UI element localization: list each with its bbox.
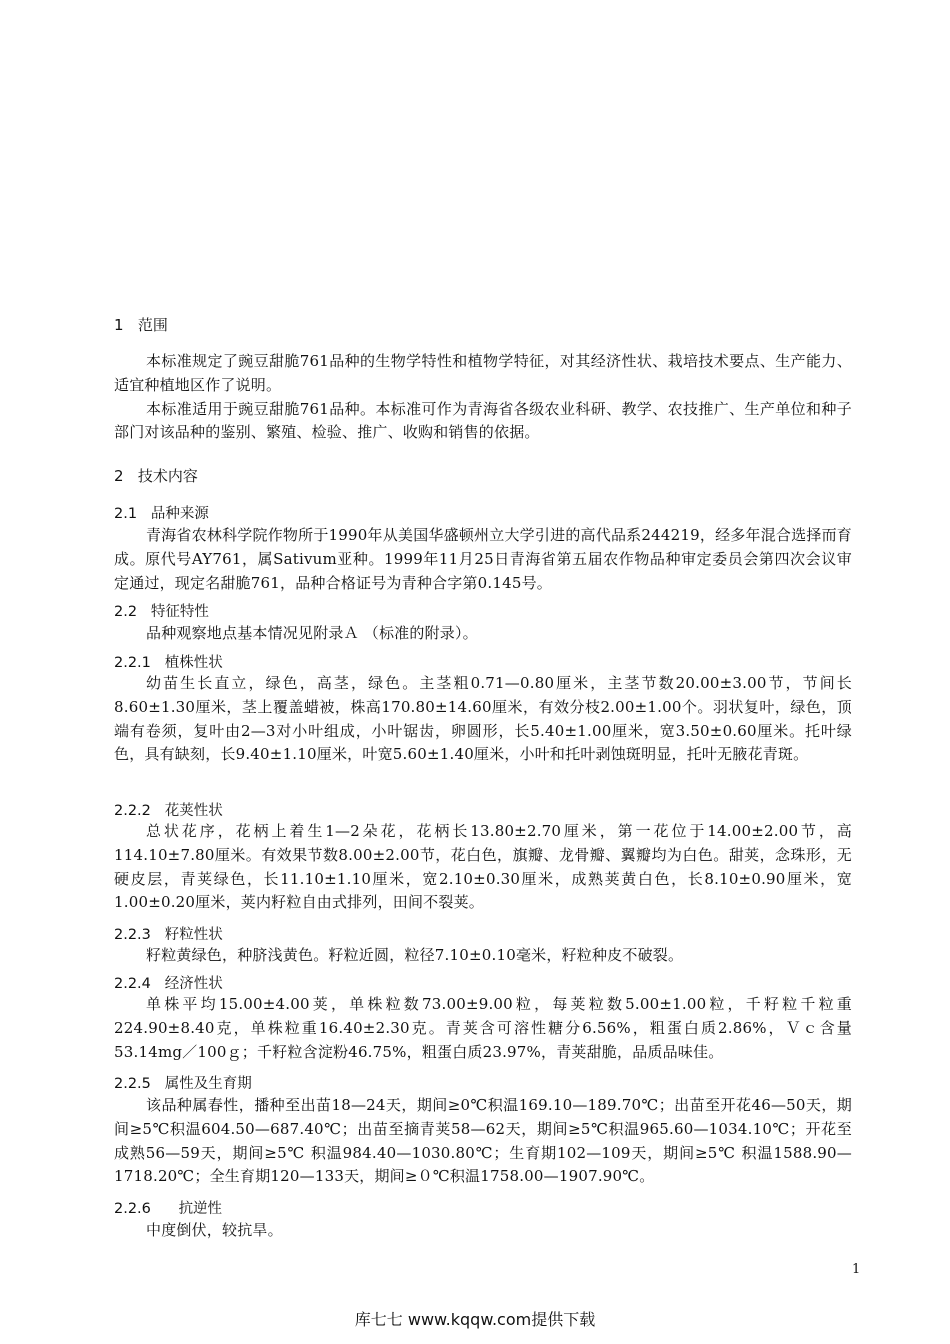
section-title: 花荚性状 xyxy=(164,803,223,819)
plant-paragraph-block xyxy=(114,672,852,767)
section-title: 技术内容 xyxy=(137,467,198,485)
section-number: 2.2.6 xyxy=(114,1201,151,1217)
scope-paragraph-2: 本标准适用于豌豆甜脆761品种。本标准可作为青海省各级农业科研、教学、农技推广、生产单位和种子部门对该品种的鉴别、繁殖、检验、推广、收购和销售的依据。 xyxy=(114,399,852,442)
section-title: 植株性状 xyxy=(164,655,223,671)
section-title: 经济性状 xyxy=(164,976,223,992)
section-number: 2.2.5 xyxy=(114,1076,151,1092)
plant-paragraph: 幼苗生长直立，绿色，高茎，绿色。主茎粗0.71—0.80厘米，主茎节数20.00±3.00节，节间长8.60±1.30厘米，茎上覆盖蜡被，株高170.80±14.60厘米，有效分枝2.00±1.00个。羽状复叶，绿色，顶端有卷须，复叶由2—3对小叶组成，小叶锯齿，卵圆形，长5.40±1.00厘米，宽3.50±0.60厘米。托叶绿色，具有缺刻，长9.40±1.10厘米，叶宽5.60±1.40厘米，小叶和托叶剥蚀斑明显，托叶无腋花青斑。 xyxy=(114,674,852,764)
section-number: 2.1 xyxy=(114,506,138,522)
section-number: 2.2.1 xyxy=(114,655,151,671)
section-number: 2.2 xyxy=(114,604,138,620)
section-title: 属性及生育期 xyxy=(164,1076,252,1092)
section-title: 籽粒性状 xyxy=(164,927,223,943)
section-2-2-6-heading xyxy=(114,1197,222,1218)
resistance-paragraph-block xyxy=(114,1219,852,1243)
economic-paragraph: 单株平均15.00±4.00荚，单株粒数73.00±9.00粒，每荚粒数5.00±1.00粒，千籽粒千粒重224.90±8.40克，单株粒重16.40±2.30克。青荚含可溶性糖分6.56%，粗蛋白质2.86%，Ｖｃ含量53.14mg／100ｇ；千籽粒含淀粉46.75%，粗蛋白质23.97%，青荚甜脆，品质品味佳。 xyxy=(114,995,852,1061)
economic-paragraph-block xyxy=(114,993,852,1064)
scope-paragraph-1: 本标准规定了豌豆甜脆761品种的生物学特性和植物学特征，对其经济性状、栽培技术要点、生产能力、适宜种植地区作了说明。 xyxy=(114,352,852,394)
growth-paragraph: 该品种属春性，播种至出苗18—24天，期间≥0℃积温169.10—189.70℃；出苗至开花46—50天，期间≥5℃积温604.50—687.40℃；出苗至摘青荚58—62天，期间≥5℃积温965.60—1034.10℃；开花至成熟56—59天，期间≥5℃ 积温984.40—1030.80℃；生育期102—109天，期间≥5℃ 积温1588.90—1718.20℃；全生育期120—133天，期间≥０℃积温1758.00—1907.90℃。 xyxy=(114,1096,852,1186)
features-paragraph-block xyxy=(114,622,852,646)
section-2-heading xyxy=(114,465,198,486)
section-title: 特征特性 xyxy=(150,604,209,620)
section-number: 2 xyxy=(114,467,124,485)
section-number: 2.2.3 xyxy=(114,927,151,943)
resistance-paragraph: 中度倒伏，较抗旱。 xyxy=(146,1221,283,1239)
section-title: 抗逆性 xyxy=(178,1201,223,1217)
scope-paragraphs xyxy=(114,350,852,445)
section-2-2-3-heading xyxy=(114,923,223,944)
origin-paragraph-block xyxy=(114,524,852,595)
page-number: 1 xyxy=(852,1262,861,1277)
origin-paragraph: 青海省农林科学院作物所于1990年从美国华盛顿州立大学引进的高代品系244219，经多年混合选择而育成。原代号AY761，属Sativum亚种。1999年11月25日青海省第五届农作物品种审定委员会第四次会议审定通过，现定名甜脆761，品种合格证号为青种合字第0.145号。 xyxy=(114,526,852,592)
section-2-1-heading xyxy=(114,502,209,523)
section-number: 2.2.2 xyxy=(114,803,151,819)
section-2-2-1-heading xyxy=(114,651,223,672)
section-2-2-4-heading xyxy=(114,972,223,993)
section-title: 品种来源 xyxy=(150,506,209,522)
seed-paragraph-block xyxy=(114,944,852,968)
section-1-heading xyxy=(114,314,168,335)
features-paragraph: 品种观察地点基本情况见附录Ａ （标准的附录）。 xyxy=(146,624,478,642)
flower-paragraph: 总状花序，花柄上着生1—2朵花，花柄长13.80±2.70厘米，第一花位于14.00±2.00节，高114.10±7.80厘米。有效果节数8.00±2.00节，花白色，旗瓣、龙骨瓣、翼瓣均为白色。甜荚，念珠形，无硬皮层，青荚绿色，长11.10±1.10厘米，宽2.10±0.30厘米，成熟荚黄白色，长8.10±0.90厘米，宽1.00±0.20厘米，荚内籽粒自由式排列，田间不裂荚。 xyxy=(114,822,852,912)
section-number: 2.2.4 xyxy=(114,976,151,992)
seed-paragraph: 籽粒黄绿色，种脐浅黄色。籽粒近圆，粒径7.10±0.10毫米，籽粒种皮不破裂。 xyxy=(146,946,684,964)
section-2-2-2-heading xyxy=(114,799,223,820)
growth-paragraph-block xyxy=(114,1094,852,1189)
section-2-2-heading xyxy=(114,600,209,621)
section-title: 范围 xyxy=(137,316,168,334)
section-number: 1 xyxy=(114,316,124,334)
section-2-2-5-heading xyxy=(114,1072,252,1093)
download-footer: 库七七 www.kqqw.com提供下载 xyxy=(354,1310,596,1329)
flower-paragraph-block xyxy=(114,820,852,915)
